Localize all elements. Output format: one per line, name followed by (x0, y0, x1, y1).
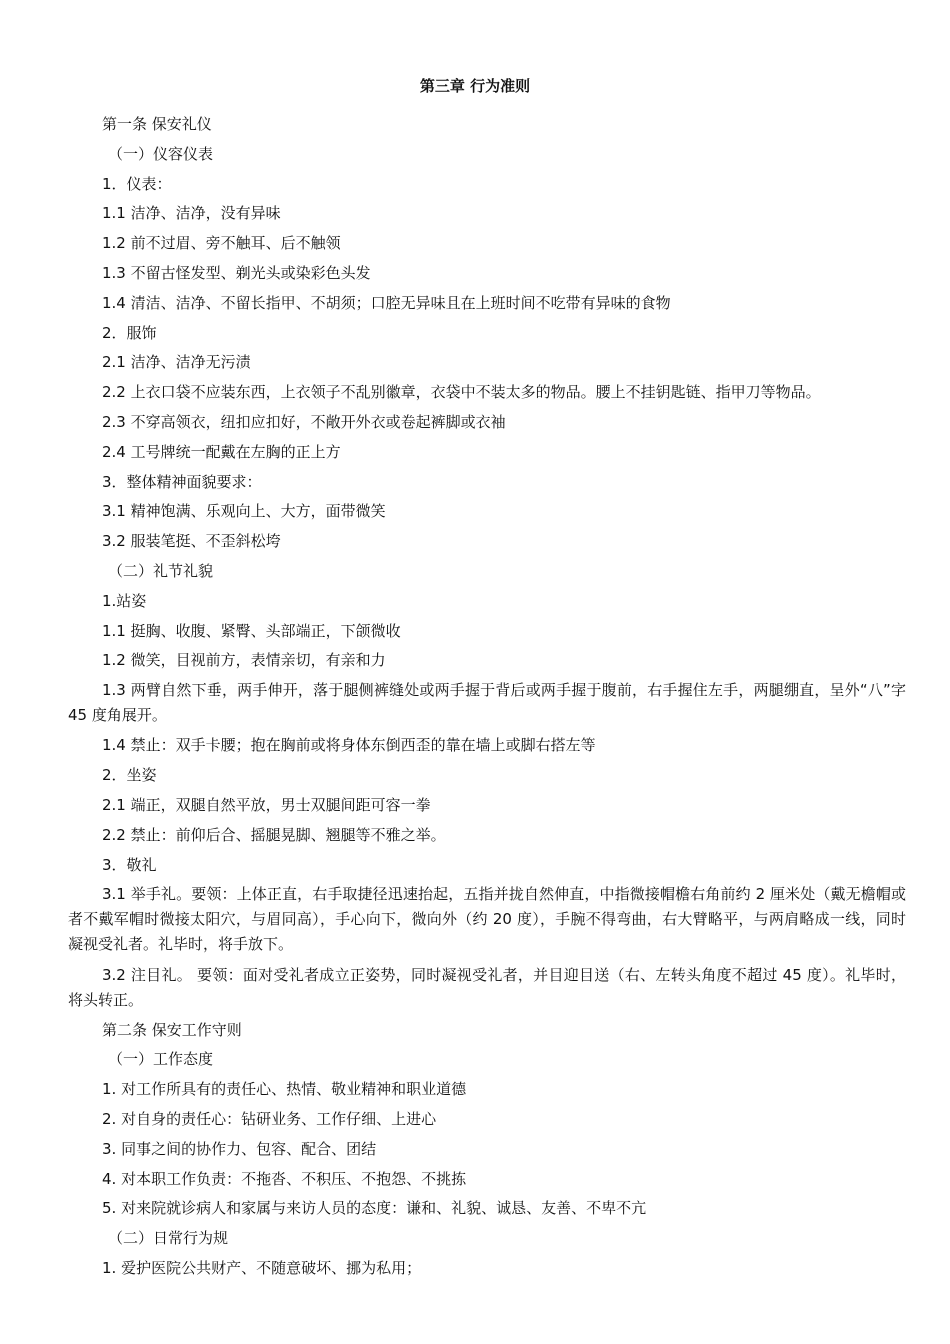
section-heading: （二）日常行为规 (108, 1229, 229, 1248)
text-line: 3. 同事之间的协作力、包容、配合、团结 (102, 1139, 377, 1158)
paragraph: 3.1 举手礼。要领：上体正直，右手取捷径迅速抬起，五指并拢自然伸直，中指微接帽檐右角前约 2 厘米处（戴无檐帽或者不戴军帽时微接太阳穴，与眉同高），手心向下，微向外（约 20 度），手腕不得弯曲，右大臂略平，与两肩略成一线，同时凝视受礼者。礼毕时，将手放下。 (68, 885, 906, 954)
text-line: 5. 对来院就诊病人和家属与来访人员的态度：谦和、礼貌、诚恳、友善、不卑不亢 (102, 1199, 647, 1218)
text-line: 4. 对本职工作负责：不拖沓、不积压、不抱怨、不挑拣 (102, 1169, 467, 1188)
text-line: 1. 对工作所具有的责任心、热情、敬业精神和职业道德 (102, 1080, 467, 1099)
paragraph: 3.2 注目礼。 要领：面对受礼者成立正姿势，同时凝视受礼者，并目迎目送（右、左转头角度不超过 45 度）。礼毕时，将头转正。 (68, 965, 906, 1009)
text-line: 2.4 工号牌统一配戴在左胸的正上方 (102, 442, 341, 461)
text-line: 1.2 微笑，目视前方，表情亲切，有亲和力 (102, 651, 386, 670)
section-heading: （一）工作态度 (108, 1050, 214, 1069)
text-line: 2.1 洁净、洁净无污渍 (102, 353, 251, 372)
chapter-title: 第三章 行为准则 (419, 77, 531, 95)
text-line: 2.2 上衣口袋不应装东西，上衣领子不乱别徽章，衣袋中不装太多的物品。腰上不挂钥匙链、指甲刀等物品。 (102, 383, 821, 402)
text-line: 1.1 挺胸、收腹、紧臀、头部端正，下颌微收 (102, 621, 401, 640)
text-line: 2.2 禁止：前仰后合、摇腿晃脚、翘腿等不雅之举。 (102, 825, 446, 844)
text-line: 2．服饰 (102, 323, 157, 342)
text-line: 3．敬礼 (102, 855, 157, 874)
text-line: 第一条 保安礼仪 (102, 115, 212, 133)
text-line: 1.4 禁止：双手卡腰；抱在胸前或将身体东倒西歪的靠在墙上或脚右搭左等 (102, 736, 596, 755)
paragraph: 1.3 两臂自然下垂，两手伸开，落于腿侧裤缝处或两手握于背后或两手握于腹前，右手握住左手，两腿绷直，呈外“八”字 45 度角展开。 (68, 681, 906, 725)
text-line: 2. 对自身的责任心：钻研业务、工作仔细、上进心 (102, 1110, 437, 1129)
section-heading: （一）仪容仪表 (108, 144, 214, 163)
text-line: 1. 爱护医院公共财产、不随意破坏、挪为私用； (102, 1259, 422, 1278)
text-line: 1.3 不留古怪发型、剃光头或染彩色头发 (102, 263, 371, 282)
text-line: 2．坐姿 (102, 766, 157, 785)
text-line: 1.站姿 (102, 591, 147, 610)
text-line: 3.2 服装笔挺、不歪斜松垮 (102, 532, 281, 551)
text-line: 1．仪表： (102, 174, 172, 193)
text-line: 1.4 清洁、洁净、不留长指甲、不胡须；口腔无异味且在上班时间不吃带有异味的食物 (102, 293, 671, 312)
text-line: 3.1 精神饱满、乐观向上、大方，面带微笑 (102, 502, 386, 521)
section-heading: （二）礼节礼貌 (108, 561, 214, 580)
document-body (68, 112, 906, 1286)
text-line: 2.1 端正，双腿自然平放，男士双腿间距可容一拳 (102, 795, 431, 814)
text-line: 3．整体精神面貌要求： (102, 472, 262, 491)
text-line: 1.2 前不过眉、旁不触耳、后不触领 (102, 234, 341, 253)
text-line: 第二条 保安工作守则 (102, 1020, 242, 1039)
text-line: 2.3 不穿高领衣，纽扣应扣好，不敞开外衣或卷起裤脚或衣袖 (102, 412, 506, 431)
text-line: 1.1 洁净、洁净，没有异味 (102, 204, 281, 223)
